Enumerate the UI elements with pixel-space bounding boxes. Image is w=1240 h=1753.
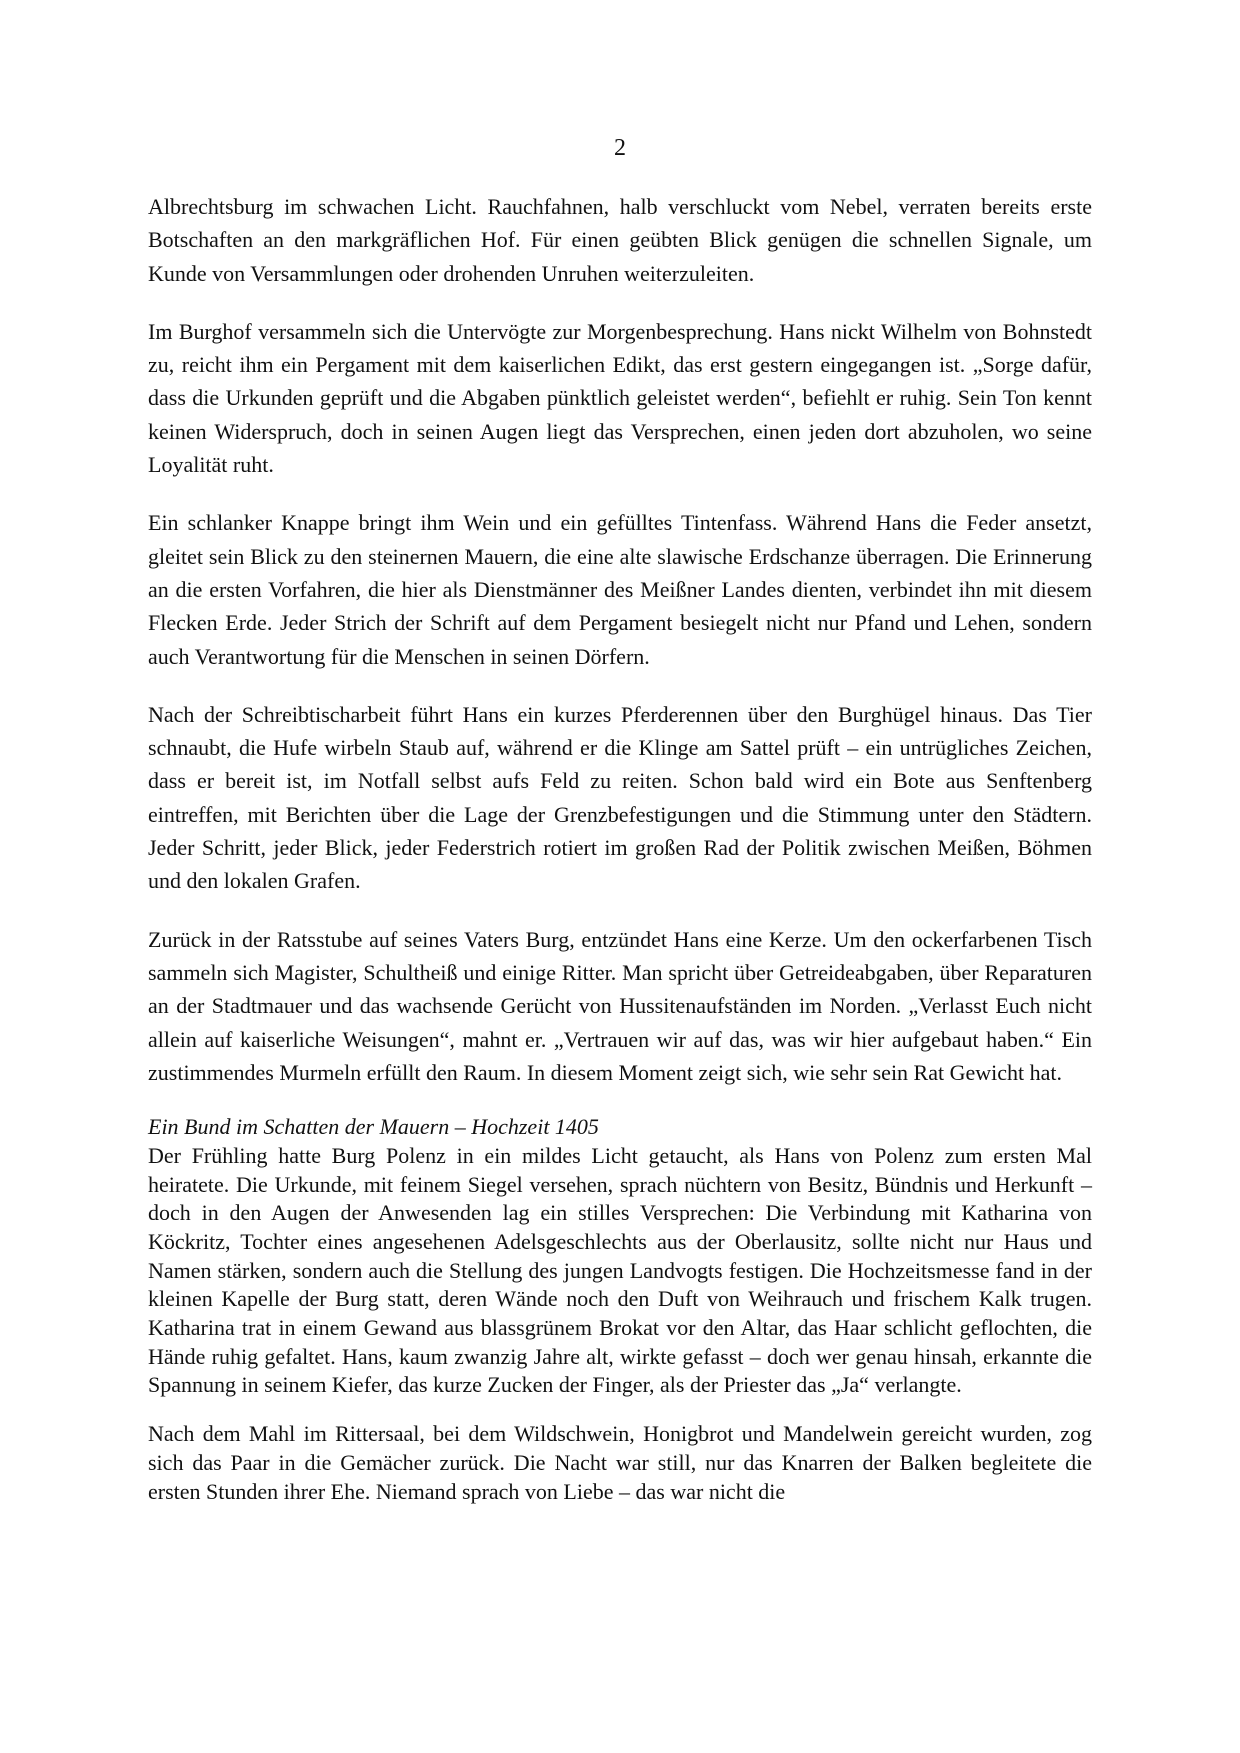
paragraph: Nach der Schreibtischarbeit führt Hans ein kurzes Pferderennen über den Burghügel hinaus. Das Tier schnaubt, die Hufe wirbeln Staub auf, während er die Klinge am Sattel prüft – ein untrügliches Zeichen, dass er bereit ist, im Notfall selbst aufs Feld zu reiten. Schon bald wird ein Bote aus Senftenberg eintreffen, mit Berichten über die Lage der Grenzbefestigungen und die Stimmung unter den Städtern. Jeder Schritt, jeder Blick, jeder Federstrich rotiert im großen Rad der Politik zwischen Meißen, Böhmen und den lokalen Grafen. [148, 701, 1092, 894]
paragraph: Zurück in der Ratsstube auf seines Vaters Burg, entzündet Hans eine Kerze. Um den ockerfarbenen Tisch sammeln sich Magister, Schultheiß und einige Ritter. Man spricht über Getreideabgaben, über Reparaturen an der Stadtmauer und das wachsende Gerücht von Hussitenaufständen im Norden. „Verlasst Euch nicht allein auf kaiserliche Weisungen“, mahnt er. „Vertrauen wir auf das, was wir hier aufgebaut haben.“ Ein zustimmendes Murmeln erfüllt den Raum. In diesem Moment zeigt sich, wie sehr sein Rat Gewicht hat. [148, 926, 1092, 1085]
page-number: 2 [614, 135, 626, 161]
paragraph: Nach dem Mahl im Rittersaal, bei dem Wildschwein, Honigbrot und Mandelwein gereicht wurden, zog sich das Paar in die Gemächer zurück. Die Nacht war still, nur das Knarren der Balken begleitete die ersten Stunden ihrer Ehe. Niemand sprach von Liebe – das war nicht die [148, 1421, 1092, 1504]
paragraph: Ein schlanker Knappe bringt ihm Wein und ein gefülltes Tintenfass. Während Hans die Feder ansetzt, gleitet sein Blick zu den steinernen Mauern, die eine alte slawische Erdschanze überragen. Die Erinnerung an die ersten Vorfahren, die hier als Dienstmänner des Meißner Landes dienten, verbindet ihn mit diesem Flecken Erde. Jeder Strich der Schrift auf dem Pergament besiegelt nicht nur Pfand und Lehen, sondern auch Verantwortung für die Menschen in seinen Dörfern. [148, 510, 1092, 669]
section-heading: Ein Bund im Schatten der Mauern – Hochzeit 1405 [148, 1114, 599, 1140]
section-wedding [148, 1113, 1092, 1506]
paragraph: Albrechtsburg im schwachen Licht. Rauchfahnen, halb verschluckt vom Nebel, verraten bereits erste Botschaften an den markgräflichen Hof. Für einen geübten Blick genügen die schnellen Signale, um Kunde von Versammlungen oder drohenden Unruhen weiterzuleiten. [148, 194, 1092, 286]
paragraph: Der Frühling hatte Burg Polenz in ein mildes Licht getaucht, als Hans von Polenz zum ersten Mal heiratete. Die Urkunde, mit feinem Siegel versehen, sprach nüchtern von Besitz, Bündnis und Herkunft – doch in den Augen der Anwesenden lag ein stilles Versprechen: Die Verbindung mit Katharina von Köckritz, Tochter eines angesehenen Adelsgeschlechts aus der Oberlausitz, sollte nicht nur Haus und Namen stärken, sondern auch die Stellung des jungen Landvogts festigen. Die Hochzeitsmesse fand in der kleinen Kapelle der Burg statt, deren Wände noch den Duft von Weihrauch und frischem Kalk trugen. Katharina trat in einem Gewand aus blassgrünem Brokat vor den Altar, das Haar schlicht geflochten, die Hände ruhig gefaltet. Hans, kaum zwanzig Jahre alt, wirkte gefasst – doch wer genau hinsah, erkannte die Spannung in seinem Kiefer, das kurze Zucken der Finger, als der Priester das „Ja“ verlangte. [148, 1142, 1092, 1398]
body-text [148, 190, 1092, 1506]
paragraph: Im Burghof versammeln sich die Untervögte zur Morgenbesprechung. Hans nickt Wilhelm von Bohnstedt zu, reicht ihm ein Pergament mit dem kaiserlichen Edikt, das erst gestern eingegangen ist. „Sorge dafür, dass die Urkunden geprüft und die Abgaben pünktlich geleistet werden“, befiehlt er ruhig. Sein Ton kennt keinen Widerspruch, doch in seinen Augen liegt das Versprechen, einen jeden dort abzuholen, wo seine Loyalität ruht. [148, 318, 1092, 478]
